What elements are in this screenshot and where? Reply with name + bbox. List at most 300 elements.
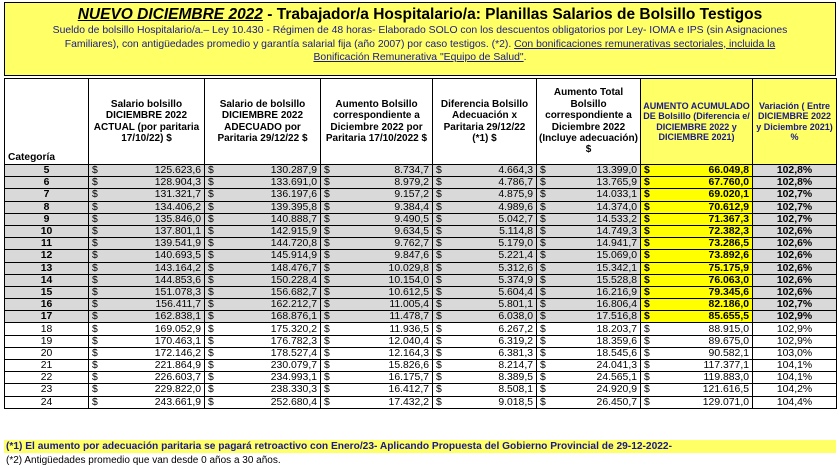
cell-categoria: 23 (5, 384, 89, 396)
table-row (5, 177, 837, 189)
currency-symbol: $ (324, 262, 330, 274)
cell-variacion: 102,7% (753, 189, 837, 201)
col-header-actual: Salario bolsillo DICIEMBRE 2022 ACTUAL (por paritaria 17/10/22) $ (89, 79, 205, 165)
cell-value: 9.384,4 (394, 201, 429, 213)
cell-value: 5.114,8 (499, 226, 533, 238)
currency-symbol: $ (324, 189, 330, 201)
currency-symbol: $ (208, 323, 214, 335)
currency-symbol: $ (540, 262, 546, 274)
cell-value: 178.527,4 (270, 347, 317, 359)
cell-aumento (321, 384, 433, 396)
table-row (5, 250, 837, 262)
currency-symbol: $ (540, 250, 546, 262)
table-row (5, 189, 837, 201)
cell-acumulado (641, 299, 753, 311)
cell-adecuado (205, 396, 321, 408)
currency-symbol: $ (644, 396, 650, 408)
currency-symbol: $ (324, 165, 330, 177)
currency-symbol: $ (436, 165, 442, 177)
cell-variacion: 102,9% (753, 323, 837, 335)
cell-total (537, 213, 641, 225)
cell-value: 140.693,5 (154, 250, 201, 262)
cell-value: 144.720,8 (270, 238, 317, 250)
cell-value: 24.041,3 (596, 360, 637, 372)
cell-variacion: 102,6% (753, 286, 837, 298)
currency-symbol: $ (644, 286, 650, 298)
footnote-2: (*2) Antigüedades promedio que van desde 0 años a 30 años. (6, 455, 281, 466)
cell-diferencia (433, 201, 537, 213)
currency-symbol: $ (208, 250, 214, 262)
cell-variacion: 102,6% (753, 274, 837, 286)
cell-value: 4.786,7 (498, 177, 533, 189)
cell-value: 129.071,0 (702, 396, 749, 408)
currency-symbol: $ (324, 299, 330, 311)
cell-actual (89, 335, 205, 347)
currency-symbol: $ (208, 299, 214, 311)
cell-value: 128.904,3 (154, 177, 201, 189)
cell-value: 8.508,1 (498, 384, 533, 396)
cell-aumento (321, 201, 433, 213)
cell-value: 117.377,1 (703, 360, 749, 372)
cell-variacion: 104,4% (753, 396, 837, 408)
currency-symbol: $ (436, 323, 442, 335)
cell-value: 145.914,9 (270, 250, 317, 262)
col-header-aumento: Aumento Bolsillo correspondiente a Diciembre 2022 por Paritaria 17/10/2022 $ (321, 79, 433, 165)
currency-symbol: $ (92, 323, 98, 335)
cell-value: 169.052,9 (154, 323, 201, 335)
cell-variacion: 102,6% (753, 225, 837, 237)
cell-adecuado (205, 274, 321, 286)
report-title (5, 5, 835, 24)
cell-aumento (321, 274, 433, 286)
cell-aumento (321, 165, 433, 177)
cell-aumento (321, 311, 433, 323)
cell-value: 5.221,4 (498, 250, 533, 262)
cell-value: 85.655,5 (708, 311, 749, 323)
currency-symbol: $ (92, 165, 98, 177)
cell-actual (89, 286, 205, 298)
currency-symbol: $ (92, 299, 98, 311)
cell-adecuado (205, 335, 321, 347)
table-row (5, 299, 837, 311)
cell-value: 226.603,7 (154, 372, 201, 384)
cell-total (537, 262, 641, 274)
cell-adecuado (205, 238, 321, 250)
currency-symbol: $ (324, 360, 330, 372)
cell-aumento (321, 372, 433, 384)
col-header-categoria: Categoría (5, 79, 89, 165)
currency-symbol: $ (208, 347, 214, 359)
cell-diferencia (433, 323, 537, 335)
cell-value: 13.399,0 (596, 165, 637, 177)
currency-symbol: $ (644, 213, 650, 225)
cell-value: 136.197,6 (270, 189, 317, 201)
cell-value: 10.029,8 (388, 262, 429, 274)
cell-actual (89, 201, 205, 213)
cell-value: 144.853,6 (154, 274, 201, 286)
cell-value: 17.432,2 (388, 396, 429, 408)
cell-value: 71.367,3 (708, 213, 749, 225)
currency-symbol: $ (540, 238, 546, 250)
currency-symbol: $ (644, 238, 650, 250)
cell-adecuado (205, 372, 321, 384)
cell-categoria: 16 (5, 299, 89, 311)
col-header-adecuado: Salario de bolsillo DICIEMBRE 2022 ADECUADO por Paritaria 29/12/22 $ (205, 79, 321, 165)
cell-diferencia (433, 213, 537, 225)
currency-symbol: $ (208, 201, 214, 213)
cell-value: 73.892,6 (708, 250, 749, 262)
cell-variacion: 102,8% (753, 165, 837, 177)
cell-acumulado (641, 274, 753, 286)
cell-value: 69.020,1 (708, 189, 749, 201)
cell-aumento (321, 396, 433, 408)
currency-symbol: $ (436, 226, 442, 238)
cell-value: 17.516,8 (596, 311, 637, 323)
cell-value: 9.634,5 (394, 226, 429, 238)
cell-value: 26.450,7 (596, 396, 637, 408)
cell-variacion: 102,6% (753, 250, 837, 262)
cell-diferencia (433, 262, 537, 274)
cell-diferencia (433, 250, 537, 262)
currency-symbol: $ (436, 189, 442, 201)
cell-acumulado (641, 384, 753, 396)
cell-value: 130.287,9 (270, 165, 317, 177)
cell-adecuado (205, 262, 321, 274)
currency-symbol: $ (92, 262, 98, 274)
table-row (5, 311, 837, 323)
cell-categoria: 22 (5, 372, 89, 384)
cell-value: 24.565,1 (596, 372, 637, 384)
currency-symbol: $ (540, 286, 546, 298)
currency-symbol: $ (436, 372, 442, 384)
cell-total (537, 360, 641, 372)
cell-diferencia (433, 189, 537, 201)
cell-total (537, 347, 641, 359)
cell-value: 139.541,9 (154, 238, 201, 250)
description-line-2 (9, 38, 831, 52)
cell-categoria: 12 (5, 250, 89, 262)
cell-acumulado (641, 372, 753, 384)
cell-total (537, 299, 641, 311)
cell-value: 24.920,9 (596, 384, 637, 396)
cell-adecuado (205, 347, 321, 359)
currency-symbol: $ (436, 360, 442, 372)
cell-value: 238.330,3 (270, 384, 317, 396)
table-row (5, 201, 837, 213)
currency-symbol: $ (540, 311, 546, 323)
currency-symbol: $ (540, 335, 546, 347)
cell-aumento (321, 177, 433, 189)
cell-value: 67.760,0 (708, 177, 749, 189)
cell-diferencia (433, 225, 537, 237)
currency-symbol: $ (92, 347, 98, 359)
cell-actual (89, 213, 205, 225)
currency-symbol: $ (540, 372, 546, 384)
footnote-1: (*1) El aumento por adecuación paritaria se pagará retroactivo con Enero/23- Aplicando Propuesta del Gobierno Provincial de 29-12-2022- (4, 440, 836, 453)
cell-acumulado (641, 323, 753, 335)
currency-symbol: $ (92, 384, 98, 396)
currency-symbol: $ (208, 177, 214, 189)
cell-variacion: 103,0% (753, 347, 837, 359)
currency-symbol: $ (92, 250, 98, 262)
cell-adecuado (205, 286, 321, 298)
cell-aumento (321, 238, 433, 250)
cell-value: 172.146,2 (154, 347, 201, 359)
currency-symbol: $ (436, 384, 442, 396)
cell-value: 9.157,2 (394, 189, 429, 201)
cell-categoria: 20 (5, 347, 89, 359)
currency-symbol: $ (324, 274, 330, 286)
cell-value: 221.864,9 (154, 360, 201, 372)
table-row (5, 384, 837, 396)
cell-value: 162.838,1 (154, 311, 201, 323)
cell-value: 119.883,0 (703, 372, 749, 384)
cell-aumento (321, 335, 433, 347)
currency-symbol: $ (436, 335, 442, 347)
cell-adecuado (205, 165, 321, 177)
currency-symbol: $ (644, 262, 650, 274)
cell-diferencia (433, 360, 537, 372)
cell-total (537, 335, 641, 347)
cell-value: 4.664,3 (498, 165, 533, 177)
cell-actual (89, 250, 205, 262)
description-line-3-underlined: Bonificación Remunerativa "Equipo de Salud" (313, 52, 524, 64)
currency-symbol: $ (540, 360, 546, 372)
cell-value: 16.806,4 (596, 299, 637, 311)
currency-symbol: $ (644, 323, 650, 335)
cell-value: 16.412,7 (388, 384, 429, 396)
cell-diferencia (433, 335, 537, 347)
cell-variacion: 102,6% (753, 262, 837, 274)
currency-symbol: $ (436, 311, 442, 323)
cell-value: 243.661,9 (154, 396, 201, 408)
cell-value: 9.762,7 (394, 238, 429, 250)
cell-value: 6.038,0 (498, 311, 533, 323)
cell-categoria: 11 (5, 238, 89, 250)
cell-actual (89, 177, 205, 189)
cell-categoria: 18 (5, 323, 89, 335)
currency-symbol: $ (208, 226, 214, 238)
cell-actual (89, 311, 205, 323)
cell-variacion: 102,7% (753, 201, 837, 213)
currency-symbol: $ (436, 347, 442, 359)
cell-acumulado (641, 347, 753, 359)
cell-value: 5.604,4 (498, 286, 533, 298)
cell-value: 9.847,6 (394, 250, 429, 262)
cell-value: 175.320,2 (270, 323, 317, 335)
cell-acumulado (641, 335, 753, 347)
cell-value: 8.389,5 (498, 372, 533, 384)
currency-symbol: $ (92, 396, 98, 408)
currency-symbol: $ (92, 177, 98, 189)
currency-symbol: $ (208, 238, 214, 250)
table-row (5, 396, 837, 408)
cell-categoria: 17 (5, 311, 89, 323)
col-header-aumento-total: Aumento Total Bolsillo correspondiente a Diciembre 2022 (Incluye adecuación) $ (537, 79, 641, 165)
cell-diferencia (433, 372, 537, 384)
currency-symbol: $ (92, 189, 98, 201)
cell-variacion: 102,7% (753, 213, 837, 225)
report-header (4, 2, 836, 76)
table-row (5, 274, 837, 286)
cell-value: 11.478,7 (389, 311, 429, 323)
cell-actual (89, 225, 205, 237)
cell-value: 139.395,8 (270, 201, 317, 213)
cell-actual (89, 323, 205, 335)
currency-symbol: $ (208, 360, 214, 372)
cell-value: 135.846,0 (154, 213, 201, 225)
cell-value: 162.212,7 (270, 299, 317, 311)
currency-symbol: $ (540, 165, 546, 177)
currency-symbol: $ (436, 213, 442, 225)
currency-symbol: $ (436, 299, 442, 311)
currency-symbol: $ (92, 286, 98, 298)
currency-symbol: $ (436, 177, 442, 189)
cell-total (537, 189, 641, 201)
cell-value: 12.040,4 (388, 335, 429, 347)
cell-value: 9.018,5 (498, 396, 533, 408)
cell-categoria: 5 (5, 165, 89, 177)
title-subject: - Trabajador/a Hospitalario/a: Planillas Salarios de Bolsillo Testigos (262, 6, 763, 23)
currency-symbol: $ (208, 262, 214, 274)
cell-total (537, 201, 641, 213)
cell-diferencia (433, 165, 537, 177)
cell-value: 18.545,6 (596, 347, 637, 359)
cell-value: 142.915,9 (270, 226, 317, 238)
cell-value: 73.286,5 (708, 238, 749, 250)
cell-value: 14.374,0 (596, 201, 637, 213)
cell-actual (89, 347, 205, 359)
cell-value: 5.801,1 (498, 299, 533, 311)
currency-symbol: $ (644, 165, 650, 177)
cell-value: 134.406,2 (154, 201, 201, 213)
cell-acumulado (641, 396, 753, 408)
cell-value: 16.216,9 (596, 286, 637, 298)
description-line-2-text: Familiares), con antigüedades promedio y garantía salarial fija (año 2007) por caso testigos. (*2). (64, 38, 515, 50)
currency-symbol: $ (324, 347, 330, 359)
cell-value: 229.822,0 (154, 384, 201, 396)
table-row (5, 238, 837, 250)
table-row (5, 347, 837, 359)
currency-symbol: $ (644, 384, 650, 396)
currency-symbol: $ (324, 396, 330, 408)
currency-symbol: $ (644, 360, 650, 372)
description-line-3-tail: . (523, 52, 527, 64)
cell-value: 14.033,1 (596, 189, 637, 201)
currency-symbol: $ (540, 384, 546, 396)
cell-value: 140.888,7 (270, 213, 317, 225)
cell-value: 90.582,1 (708, 347, 749, 359)
cell-value: 137.801,1 (154, 226, 201, 238)
currency-symbol: $ (92, 372, 98, 384)
cell-adecuado (205, 177, 321, 189)
cell-value: 168.876,1 (270, 311, 317, 323)
table-row (5, 372, 837, 384)
cell-total (537, 286, 641, 298)
currency-symbol: $ (644, 189, 650, 201)
currency-symbol: $ (324, 372, 330, 384)
cell-categoria: 19 (5, 335, 89, 347)
cell-value: 234.993,1 (270, 372, 317, 384)
cell-actual (89, 189, 205, 201)
table-header-row (5, 79, 837, 165)
cell-acumulado (641, 213, 753, 225)
cell-categoria: 21 (5, 360, 89, 372)
description-line-1: Sueldo de bolsillo Hospitalario/a.– Ley 10.430 - Régimen de 48 horas- Elaborado SOLO con los descuentos obligatorios por Ley- IOMA e IPS (sin Asignaciones (52, 25, 788, 36)
cell-total (537, 311, 641, 323)
cell-value: 66.049,8 (708, 165, 749, 177)
currency-symbol: $ (208, 335, 214, 347)
cell-value: 82.186,0 (708, 299, 749, 311)
currency-symbol: $ (324, 213, 330, 225)
cell-total (537, 225, 641, 237)
currency-symbol: $ (92, 360, 98, 372)
cell-value: 75.175,9 (708, 262, 749, 274)
currency-symbol: $ (540, 177, 546, 189)
cell-value: 4.989,6 (498, 201, 533, 213)
currency-symbol: $ (540, 274, 546, 286)
currency-symbol: $ (92, 213, 98, 225)
currency-symbol: $ (436, 396, 442, 408)
cell-value: 15.528,8 (596, 274, 637, 286)
currency-symbol: $ (540, 201, 546, 213)
cell-acumulado (641, 286, 753, 298)
table-row (5, 286, 837, 298)
cell-aumento (321, 189, 433, 201)
cell-diferencia (433, 286, 537, 298)
cell-value: 121.616,5 (702, 384, 749, 396)
cell-diferencia (433, 347, 537, 359)
currency-symbol: $ (644, 311, 650, 323)
title-date: NUEVO DICIEMBRE 2022 (77, 6, 263, 23)
cell-adecuado (205, 323, 321, 335)
currency-symbol: $ (644, 201, 650, 213)
cell-value: 6.381,3 (498, 347, 533, 359)
currency-symbol: $ (324, 177, 330, 189)
cell-value: 15.069,0 (596, 250, 637, 262)
cell-value: 6.319,2 (498, 335, 533, 347)
cell-acumulado (641, 238, 753, 250)
currency-symbol: $ (540, 396, 546, 408)
currency-symbol: $ (324, 286, 330, 298)
cell-value: 176.782,3 (270, 335, 317, 347)
cell-categoria: 10 (5, 225, 89, 237)
cell-total (537, 274, 641, 286)
cell-value: 230.079,7 (270, 360, 317, 372)
cell-aumento (321, 225, 433, 237)
salary-table (4, 78, 837, 409)
cell-total (537, 238, 641, 250)
cell-adecuado (205, 213, 321, 225)
cell-total (537, 323, 641, 335)
currency-symbol: $ (644, 250, 650, 262)
cell-total (537, 250, 641, 262)
currency-symbol: $ (644, 372, 650, 384)
cell-value: 156.411,7 (155, 299, 201, 311)
currency-symbol: $ (436, 286, 442, 298)
cell-value: 14.533,2 (596, 213, 637, 225)
cell-value: 125.623,6 (154, 165, 201, 177)
currency-symbol: $ (644, 347, 650, 359)
cell-acumulado (641, 225, 753, 237)
description-line-3 (9, 51, 831, 65)
cell-acumulado (641, 165, 753, 177)
cell-acumulado (641, 360, 753, 372)
cell-value: 131.321,7 (154, 189, 201, 201)
cell-value: 156.682,7 (270, 286, 317, 298)
currency-symbol: $ (324, 250, 330, 262)
cell-value: 11.005,4 (389, 299, 429, 311)
